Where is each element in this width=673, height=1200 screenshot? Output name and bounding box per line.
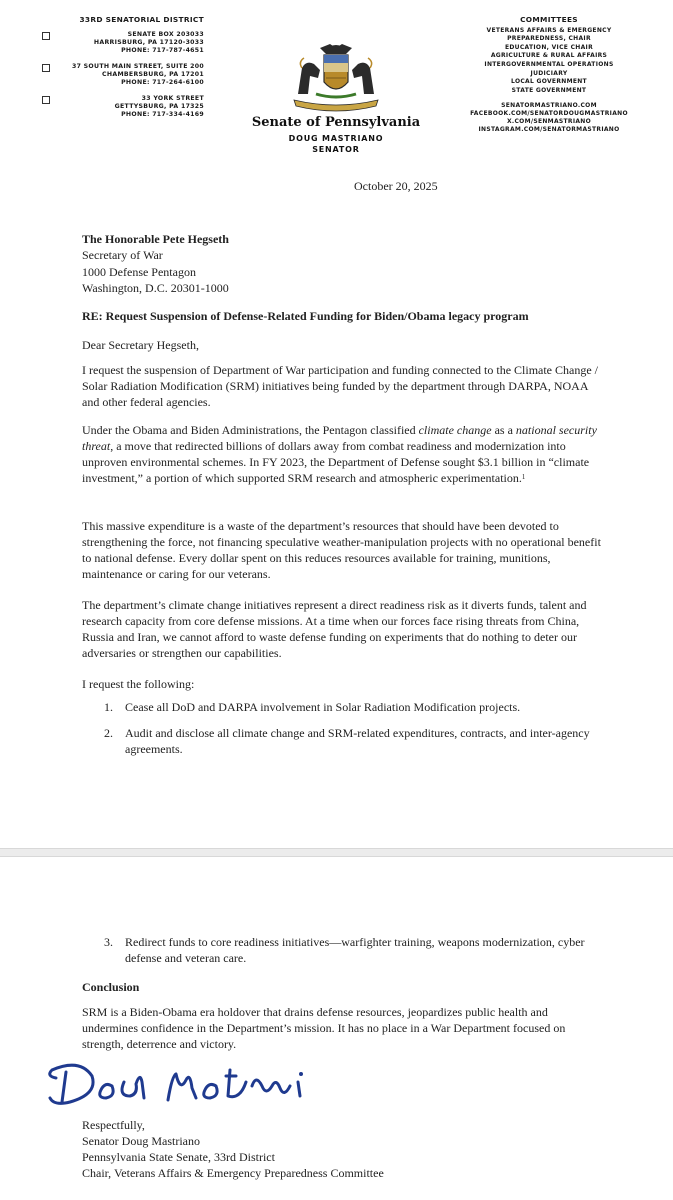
subject-line: RE: Request Suspension of Defense-Related Funding for Biden/Obama legacy program: [82, 309, 529, 323]
facebook-link: FACEBOOK.COM/SENATORDOUGMASTRIANO: [470, 110, 628, 118]
signer-district: Pennsylvania State Senate, 33rd District: [82, 1150, 275, 1164]
paragraph-3: This massive expenditure is a waste of the department’s resources that should have been devoted to strengthening the force, not financing speculative weather-manipulation projects with no operational benefit to national defense. Every dollar spent on this reduces resources available for training, munitions, maintenance or caring for our veterans.: [82, 519, 601, 581]
office-address-gettysburg: 33 YORK STREET GETTYSBURG, PA 17325 PHONE: 717-334-4169: [20, 95, 210, 119]
request-intro: I request the following:: [82, 677, 195, 691]
committee-item: JUDICIARY: [530, 69, 568, 77]
paragraph-2: Under the Obama and Biden Administrations, the Pentagon classified climate change as a national security threat, a move that redirected billions of dollars away from combat readiness and modernization into unproven environmental schemes. In FY 2023, the Department of Defense sought $3.1 billion in “climate investment,” a portion of which supported SRM research and atmospheric experimentation.$^1$: [82, 423, 597, 485]
paragraph-4: The department’s climate change initiatives represent a direct readiness risk as it diverts funds, talent and research capacity from core defense missions. At a time when our forces face rising threats from China, Russia and Iran, we cannot afford to waste defense funding on experiments that do nothing to deter our adversaries or strengthen our capabilities.: [82, 598, 587, 660]
signer-name: Senator Doug Mastriano: [82, 1134, 200, 1148]
conclusion-heading: Conclusion: [82, 980, 140, 994]
paragraph-1: I request the suspension of Department of War participation and funding connected to the Climate Change / Solar Radiation Modification (SRM) initiatives being funded by the department through DARPA, NOAA and other federal agencies.: [82, 363, 598, 409]
committee-item: LOCAL GOVERNMENT: [511, 78, 587, 86]
recipient-title: Secretary of War: [82, 248, 163, 263]
district-title: 33RD SENATORIAL DISTRICT: [79, 15, 204, 24]
page-divider: [0, 848, 673, 857]
social-links: [464, 102, 634, 134]
list-item: 1. Cease all DoD and DARPA involvement in Solar Radiation Modification projects.: [104, 700, 521, 714]
letter-date: October 20, 2025: [354, 179, 438, 193]
senator-title: SENATOR: [312, 145, 360, 154]
pennsylvania-seal-icon: [280, 38, 392, 112]
committee-item: INTERGOVERNMENTAL OPERATIONS: [484, 60, 614, 68]
website-link: SENATORMASTRIANO.COM: [501, 102, 597, 110]
district-offices: [20, 16, 210, 127]
committee-item: PREPAREDNESS, CHAIR: [507, 35, 591, 43]
committees-title: COMMITTEES: [520, 15, 578, 24]
list-item: 2. Audit and disclose all climate change and SRM-related expenditures, contracts, and inter-agency agreements.: [104, 726, 590, 756]
footnote-marker: 1: [521, 473, 526, 481]
office-address-harrisburg: SENATE BOX 203033 HARRISBURG, PA 17120-3033 PHONE: 717-787-4651: [20, 31, 210, 55]
conclusion-paragraph: SRM is a Biden-Obama era holdover that drains defense resources, jeopardizes public health and undermines confidence in the Department’s mission. It has no place in a War Department focused on strength, deterrence and victory.: [82, 1005, 566, 1051]
recipient-address-line2: Washington, D.C. 20301-1000: [82, 280, 229, 295]
list-item: 3. Redirect funds to core readiness initiatives—warfighter training, weapons modernization, cyber defense and veteran care.: [104, 935, 585, 965]
committee-item: STATE GOVERNMENT: [511, 86, 587, 94]
closing-block: [82, 1117, 384, 1181]
checkbox-icon: [42, 32, 50, 40]
committees-block: [464, 16, 634, 134]
signer-role: Chair, Veterans Affairs & Emergency Preparedness Committee: [82, 1166, 384, 1180]
valediction: Respectfully,: [82, 1118, 145, 1132]
instagram-link: INSTAGRAM.COM/SENATORMASTRIANO: [478, 126, 620, 134]
committee-item: VETERANS AFFAIRS & EMERGENCY: [486, 26, 612, 34]
handwritten-signature: [40, 1052, 340, 1122]
x-link: X.COM/SENMASTRIANO: [506, 118, 592, 126]
senator-name: DOUG MASTRIANO: [288, 134, 384, 143]
checkbox-icon: [42, 96, 50, 104]
recipient-name: The Honorable Pete Hegseth: [82, 232, 229, 246]
committee-item: EDUCATION, VICE CHAIR: [504, 43, 594, 51]
recipient-address-line1: 1000 Defense Pentagon: [82, 264, 196, 279]
greeting: Dear Secretary Hegseth,: [82, 338, 199, 352]
office-address-chambersburg: 37 SOUTH MAIN STREET, SUITE 200 CHAMBERSBURG, PA 17201 PHONE: 717-264-6100: [20, 63, 210, 87]
committee-item: AGRICULTURE & RURAL AFFAIRS: [490, 52, 608, 60]
checkbox-icon: [42, 64, 50, 72]
recipient-address: [82, 231, 229, 296]
senate-title: Senate of Pennsylvania: [251, 115, 421, 130]
